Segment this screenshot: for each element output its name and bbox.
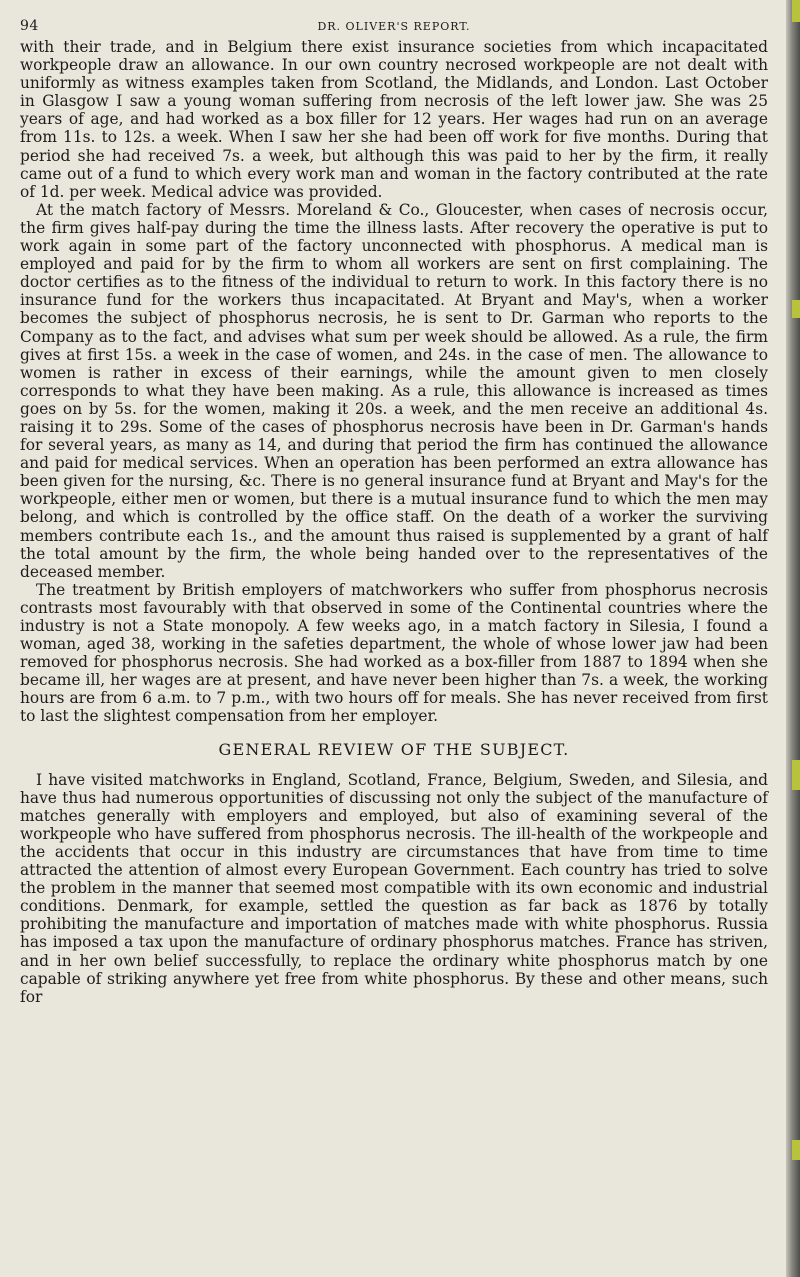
section-heading: GENERAL REVIEW OF THE SUBJECT.: [218, 739, 570, 759]
running-head: [20, 8, 768, 38]
page-edge-highlight: [792, 300, 800, 318]
body-paragraph: At the match factory of Messrs. Moreland & Co., Gloucester, when cases of necrosis occur, the firm gives half-pay during the time the illness lasts. After recovery the operative is put to work again in some part of the factory unconnected with phosphorus. A medical man is employed and paid for by the firm to whom all workers are sent on first complaining. The doctor certifies as to the fitness of the individual to return to work. In this factory there is no insurance fund for the workers thus incapacitated. At Bryant and May's, when a worker becomes the subject of phosphorus necrosis, he is sent to Dr. Garman who reports to the Company as to the fact, and advises what sum per week should be allowed. As a rule, the firm gives at first 15s. a week in the case of women, and 24s. in the case of men. The allowance to women is rather in excess of their earnings, while the amount given to men closely corresponds to what they have been making. As a rule, this allowance is increased as times goes on by 5s. for the women, making it 20s. a week, and the men receive an additional 4s. raising it to 29s. Some of the cases of phosphorus necrosis have been in Dr. Garman's hands for several years, as many as 14, and during that period the firm has continued the allowance and paid for medical services. When an operation has been performed an extra allowance has been given for the nursing, &c. There is no general insurance fund at Bryant and May's for the workpeople, either men or women, but there is a mutual insurance fund to which the men may belong, and which is controlled by the office staff. On the death of a worker the surviving members contribute each 1s., and the amount thus raised is supplemented by a grant of half the total amount by the firm, the whole being handed over to the representatives of the deceased member.: [20, 200, 768, 581]
page-edge-highlight: [792, 760, 800, 790]
page-edge-shadow: [786, 0, 800, 1277]
page-number: 94: [20, 18, 39, 34]
body-paragraph: I have visited matchworks in England, Scotland, France, Belgium, Sweden, and Silesia, and have thus had numerous opportunities of discussing not only the subject of the manufacture of matches generally with employers and employed, but also of examining several of the workpeople who have suffered from phosphorus necrosis. The ill-health of the workpeople and the accidents that occur in this industry are circumstances that have from time to time attracted the attention of almost every European Government. Each country has tried to solve the problem in the manner that seemed most compatible with its own economic and industrial conditions. Denmark, for example, settled the question as far back as 1876 by totally prohibiting the manufacture and importation of matches made with white phosphorus. Russia has imposed a tax upon the manufacture of ordinary phosphorus matches. France has striven, and in her own belief successfully, to replace the ordinary white phosphorus match by one capable of striking anywhere yet free from white phosphorus. By these and other means, such for: [20, 770, 768, 1006]
body-paragraph: with their trade, and in Belgium there exist insurance societies from which incapacitated workpeople draw an allowance. In our own country necrosed workpeople are not dealt with uniformly as witness examples taken from Scotland, the Midlands, and London. Last October in Glasgow I saw a young woman suffering from necrosis of the left lower jaw. She was 25 years of age, and had worked as a box filler for 12 years. Her wages had run on an average from 11s. to 12s. a week. When I saw her she had been off work for five months. During that period she had received 7s. a week, but although this was paid to her by the firm, it really came out of a fund to which every work man and woman in the factory contributed at the rate of 1d. per week. Medical advice was provided.: [20, 38, 768, 201]
running-title: DR. OLIVER'S REPORT.: [317, 20, 471, 33]
page-edge-highlight: [792, 1140, 800, 1160]
page-edge-highlight: [792, 0, 800, 22]
body-paragraph: The treatment by British employers of matchworkers who suffer from phosphorus necrosis contrasts most favourably with that observed in some of the Continental countries where the industry is not a State monopoly. A few weeks ago, in a match factory in Silesia, I found a woman, aged 38, working in the safeties department, the whole of whose lower jaw had been removed for phosphorus necrosis. She had worked as a box-filler from 1887 to 1894 when she became ill, her wages are at present, and have never been higher than 7s. a week, the working hours are from 6 a.m. to 7 p.m., with two hours off for meals. She has never received from first to last the slightest compensation from her employer.: [20, 580, 768, 726]
